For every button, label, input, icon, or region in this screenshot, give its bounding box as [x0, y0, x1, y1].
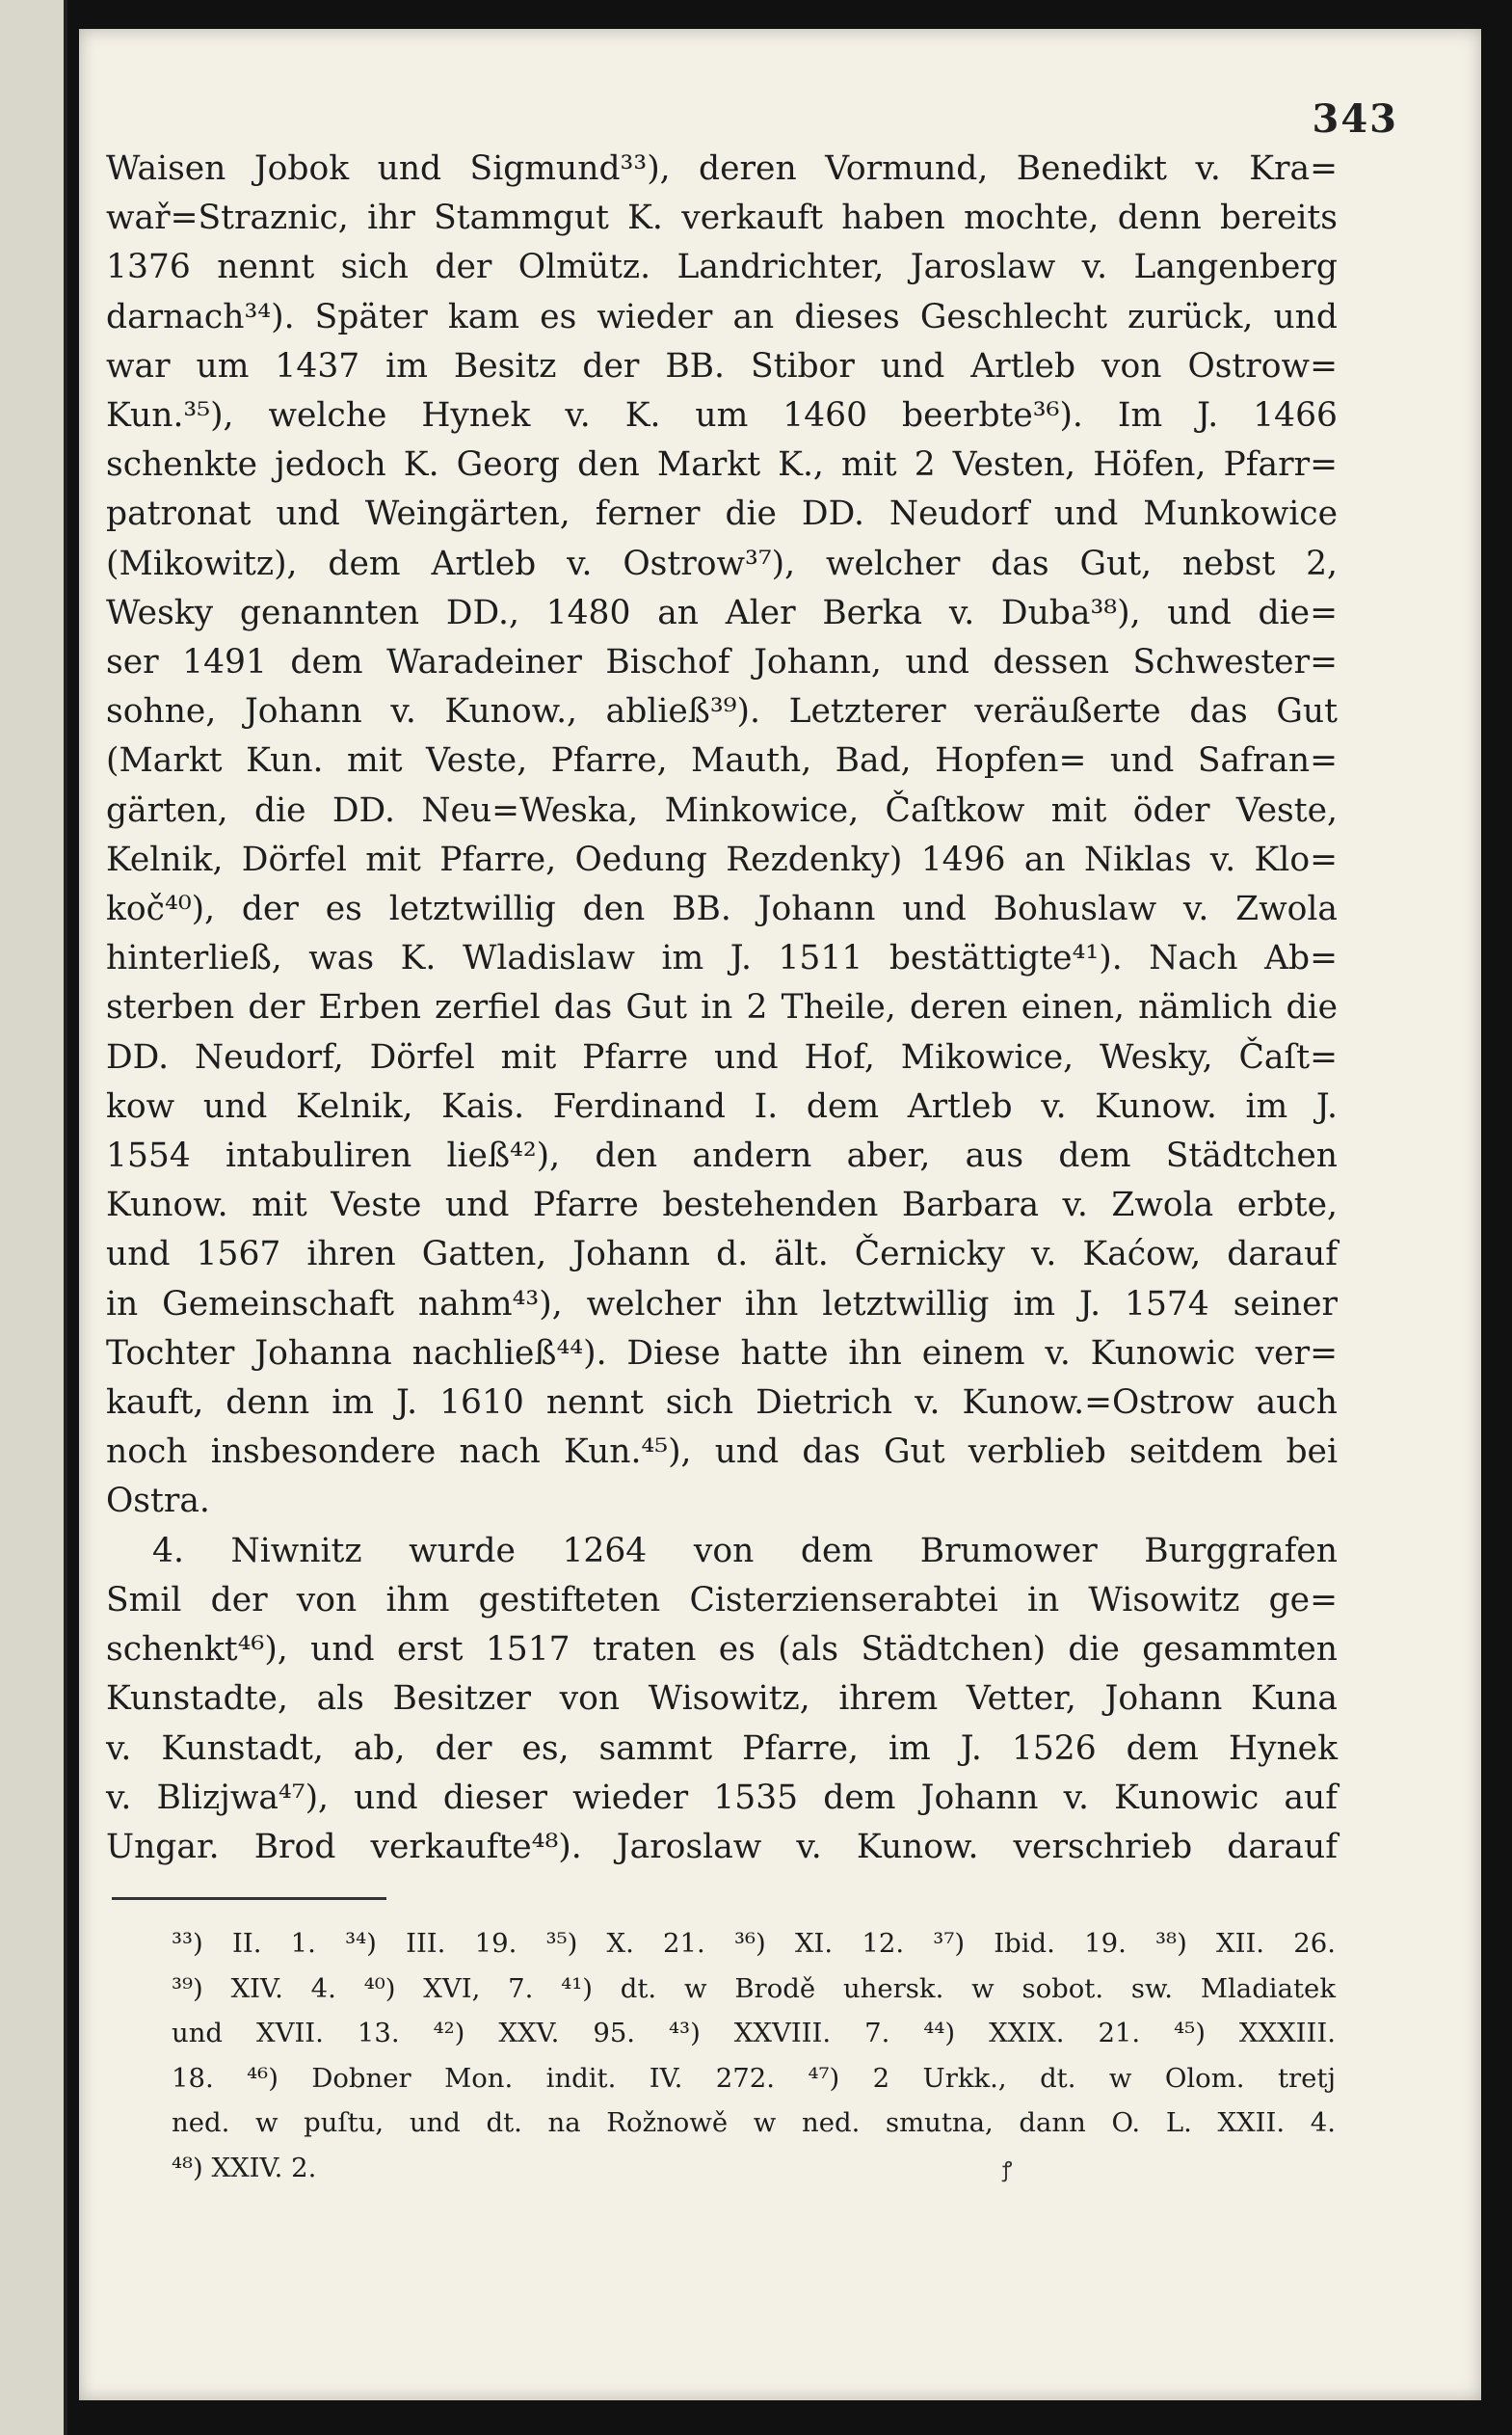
text-line: noch insbesondere nach Kun.⁴⁵), und das Gut verblieb seitdem bei: [106, 1432, 1338, 1472]
footnote-line: 18. ⁴⁶) Dobner Mon. indit. IV. 272. ⁴⁷) 2 Urkk., dt. w Olom. tretj: [172, 2062, 1336, 2094]
text-line: wař=Straznic, ihr Stammgut K. verkauft haben mochte, denn bereits: [106, 199, 1338, 238]
text-line: darnach³⁴). Später kam es wieder an dieses Geschlecht zurück, und: [106, 297, 1338, 336]
text-line: sterben der Erben zerfiel das Gut in 2 Theile, deren einen, nämlich die: [106, 988, 1338, 1028]
text-line: schenkte jedoch K. Georg den Markt K., mit 2 Vesten, Höfen, Pfarr=: [106, 445, 1338, 485]
footnote-line: ³⁹) XIV. 4. ⁴⁰) XVI, 7. ⁴¹) dt. w Brodě uhersk. w sobot. sw. Mladiatek: [172, 1972, 1336, 2004]
text-line: Wesky genannten DD., 1480 an Aler Berka v. Duba³⁸), und die=: [106, 593, 1338, 632]
text-line: Kun.³⁵), welche Hynek v. K. um 1460 beerbte³⁶). Im J. 1466: [106, 396, 1338, 436]
text-line: v. Kunstadt, ab, der es, sammt Pfarre, im J. 1526 dem Hynek: [106, 1728, 1338, 1768]
text-line: Kunstadte, als Besitzer von Wisowitz, ihrem Vetter, Johann Kuna: [106, 1679, 1338, 1719]
footnote-divider: [112, 1897, 386, 1900]
text-line: gärten, die DD. Neu=Weska, Minkowice, Čaſtkow mit öder Veste,: [106, 790, 1338, 830]
text-line: hinterließ, was K. Wladislaw im J. 1511 bestättigte⁴¹). Nach Ab=: [106, 939, 1338, 978]
text-line: Smil der von ihm gestifteten Cisterzienserabtei in Wisowitz ge=: [106, 1580, 1338, 1619]
text-line: koč⁴⁰), der es letztwillig den BB. Johann und Bohuslaw v. Zwola: [106, 890, 1338, 929]
text-line: 1376 nennt sich der Olmütz. Landrichter, Jaroslaw v. Langenberg: [106, 248, 1338, 287]
body-text: [106, 145, 1338, 1872]
text-line: v. Blizjwa⁴⁷), und dieser wieder 1535 dem Johann v. Kunowic auf: [106, 1778, 1338, 1817]
footnote-line: und XVII. 13. ⁴²) XXV. 95. ⁴³) XXVIII. 7. ⁴⁴) XXIX. 21. ⁴⁵) XXXIII.: [172, 2018, 1336, 2048]
text-line: 1554 intabuliren ließ⁴²), den andern aber, aus dem Städtchen: [106, 1137, 1338, 1176]
footnote-line: ⁴⁸) XXIV. 2.: [172, 2152, 317, 2183]
facing-page-edge: [0, 0, 67, 2435]
text-line: kow und Kelnik, Kais. Ferdinand I. dem Artleb v. Kunow. im J.: [106, 1086, 1338, 1126]
text-line: Kunow. mit Veste und Pfarre bestehenden Barbara v. Zwola erbte,: [106, 1186, 1338, 1225]
text-line: patronat und Weingärten, ferner die DD. Neudorf und Munkowice: [106, 495, 1338, 534]
text-line: und 1567 ihren Gatten, Johann d. ält. Černicky v. Kaćow, darauf: [106, 1235, 1338, 1274]
text-line: (Mikowitz), dem Artleb v. Ostrow³⁷), welcher das Gut, nebst 2,: [106, 544, 1338, 583]
text-line: schenkt⁴⁶), und erst 1517 traten es (als Städtchen) die gesammten: [106, 1630, 1338, 1670]
signature-mark: ꝭ: [1002, 2158, 1013, 2182]
text-line: Waisen Jobok und Sigmund³³), deren Vormund, Benedikt v. Kra=: [106, 149, 1338, 188]
text-line: Tochter Johanna nachließ⁴⁴). Diese hatte ihn einem v. Kunowic ver=: [106, 1333, 1338, 1373]
footnotes: [172, 1921, 1336, 2190]
footnote-line: ned. w puſtu, und dt. na Rožnowě w ned. smutna, dann O. L. XXII. 4.: [172, 2107, 1336, 2138]
footnote-line: ³³) II. 1. ³⁴) III. 19. ³⁵) X. 21. ³⁶) XI. 12. ³⁷) Ibid. 19. ³⁸) XII. 26.: [172, 1928, 1336, 1959]
text-line: ser 1491 dem Waradeiner Bischof Johann, und dessen Schwester=: [106, 643, 1338, 682]
text-line: (Markt Kun. mit Veste, Pfarre, Mauth, Bad, Hopfen= und Safran=: [106, 741, 1338, 781]
text-line: DD. Neudorf, Dörfel mit Pfarre und Hof, Mikowice, Wesky, Čaſt=: [106, 1037, 1338, 1077]
page-number: 343: [1312, 96, 1398, 142]
text-line: kauft, denn im J. 1610 nennt sich Dietrich v. Kunow.=Ostrow auch: [106, 1383, 1338, 1423]
text-line: sohne, Johann v. Kunow., abließ³⁹). Letzterer veräußerte das Gut: [106, 692, 1338, 732]
text-line: Kelnik, Dörfel mit Pfarre, Oedung Rezdenky) 1496 an Niklas v. Klo=: [106, 840, 1338, 879]
section-heading-line: 4. Niwnitz wurde 1264 von dem Brumower Burggrafen: [152, 1531, 1338, 1570]
text-line: war um 1437 im Besitz der BB. Stibor und Artleb von Ostrow=: [106, 346, 1338, 386]
text-line: in Gemeinschaft nahm⁴³), welcher ihn letztwillig im J. 1574 seiner: [106, 1284, 1338, 1324]
text-line: Ostra.: [106, 1482, 210, 1521]
text-line: Ungar. Brod verkaufte⁴⁸). Jaroslaw v. Kunow. verschrieb darauf: [106, 1827, 1338, 1866]
